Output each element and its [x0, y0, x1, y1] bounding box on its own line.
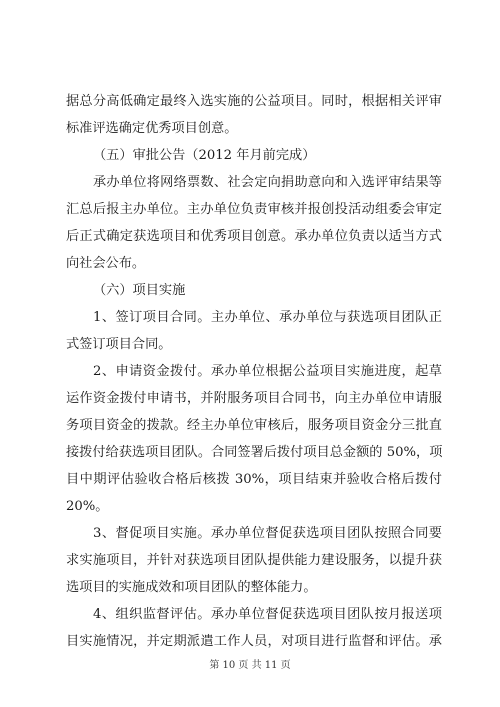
- text-line: （五）审批公告（2012 年月前完成）: [93, 148, 316, 163]
- text-line: 标准评选确定优秀项目创意。: [66, 121, 238, 136]
- text-line: 承办单位将网络票数、社会定向捐助意向和入选评审结果等: [93, 175, 442, 190]
- text-line: 运作资金拨付申请书，并附服务项目合同书，向主办单位申请服: [66, 391, 442, 406]
- text-line: 务项目资金的拨款。经主办单位审核后，服务项目资金分三批直: [66, 418, 442, 433]
- text-line: 选项目的实施成效和项目团队的整体能力。: [66, 580, 317, 595]
- text-line: 求实施项目，并针对获选项目团队提供能力建设服务，以提升获: [66, 553, 442, 568]
- text-line: 式签订项目合同。: [66, 337, 172, 352]
- text-line: 目中期评估验收合格后核拨 30%，项目结束并验收合格后拨付: [66, 472, 442, 487]
- text-line: 接拨付给获选项目团队。合同签署后拨付项目总金额的 50%，项: [66, 445, 443, 460]
- text-line: 后正式确定获选项目和优秀项目创意。承办单位负责以适当方式: [66, 229, 442, 244]
- document-body: [66, 88, 442, 655]
- text-line: 据总分高低确定最终入选实施的公益项目。同时，根据相关评审: [66, 94, 442, 109]
- text-line: 目实施情况，并定期派遣工作人员，对项目进行监督和评估。承: [66, 634, 442, 649]
- text-line: 向社会公布。: [66, 256, 146, 271]
- text-line: 20%。: [66, 499, 109, 514]
- text-line: 3、督促项目实施。承办单位督促获选项目团队按照合同要: [93, 526, 442, 541]
- text-line: 4、组织监督评估。承办单位督促获选项目团队按月报送项: [93, 607, 442, 622]
- page-footer: 第 10 页 共 11 页: [209, 660, 291, 671]
- text-line: 2、申请资金拨付。承办单位根据公益项目实施进度，起草: [93, 364, 442, 379]
- text-line: （六）项目实施: [93, 283, 186, 298]
- text-line: 1、签订项目合同。主办单位、承办单位与获选项目团队正: [93, 310, 442, 325]
- text-line: 汇总后报主办单位。主办单位负责审核并报创投活动组委会审定: [66, 202, 442, 217]
